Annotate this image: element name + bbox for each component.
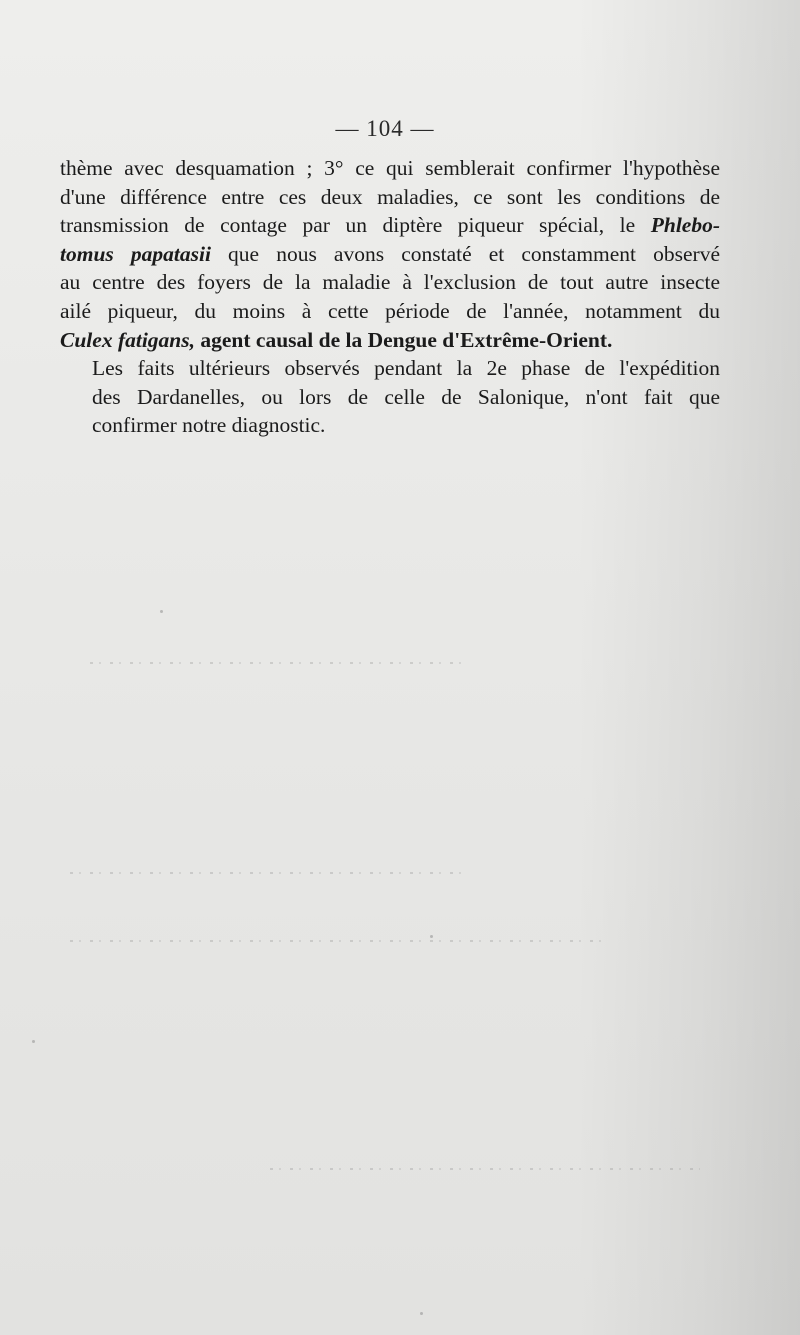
text-line: Les faits ultérieurs observés pendant la 2e phase de l'expédition [92,356,720,381]
text-line [60,326,720,355]
text-segment: que nous avons constaté et constamment observé [228,241,721,266]
paper-speck [32,1040,35,1043]
species-name: Phlebo- [650,213,721,238]
text-line: des Dardanelles, ou lors de celle de Salonique, n'ont fait que [92,384,720,409]
text-line [60,211,720,240]
text-line: au centre des foyers de la maladie à l'exclusion de tout autre insecte [60,270,720,295]
paper-speck [430,935,433,938]
page-number: — 104 — [335,116,435,141]
paper-speck [160,610,163,613]
paper-speck [420,1312,423,1315]
text-line: confirmer notre diagnostic. [92,413,326,438]
text-line: d'une différence entre ces deux maladies, ce sont les conditions de [60,184,720,209]
show-through-mark [90,662,470,664]
text-segment: transmission de contage par un diptère piqueur spécial, le [60,213,636,238]
body-text [60,154,720,440]
text-segment: agent causal de la Dengue d'Extrême-Orient. [200,327,613,352]
paragraph [60,354,720,440]
show-through-mark [270,1168,700,1170]
text-line [60,240,720,269]
show-through-mark [70,940,610,942]
species-name: tomus papatasii [60,241,211,266]
text-line: ailé piqueur, du moins à cette période de l'année, notamment du [60,298,720,323]
text-line: thème avec desquamation ; 3° ce qui semblerait confirmer l'hypothèse [60,156,720,180]
paragraph-continuation [60,154,720,354]
show-through-mark [70,872,470,874]
species-name: Culex fatigans, [60,327,195,352]
